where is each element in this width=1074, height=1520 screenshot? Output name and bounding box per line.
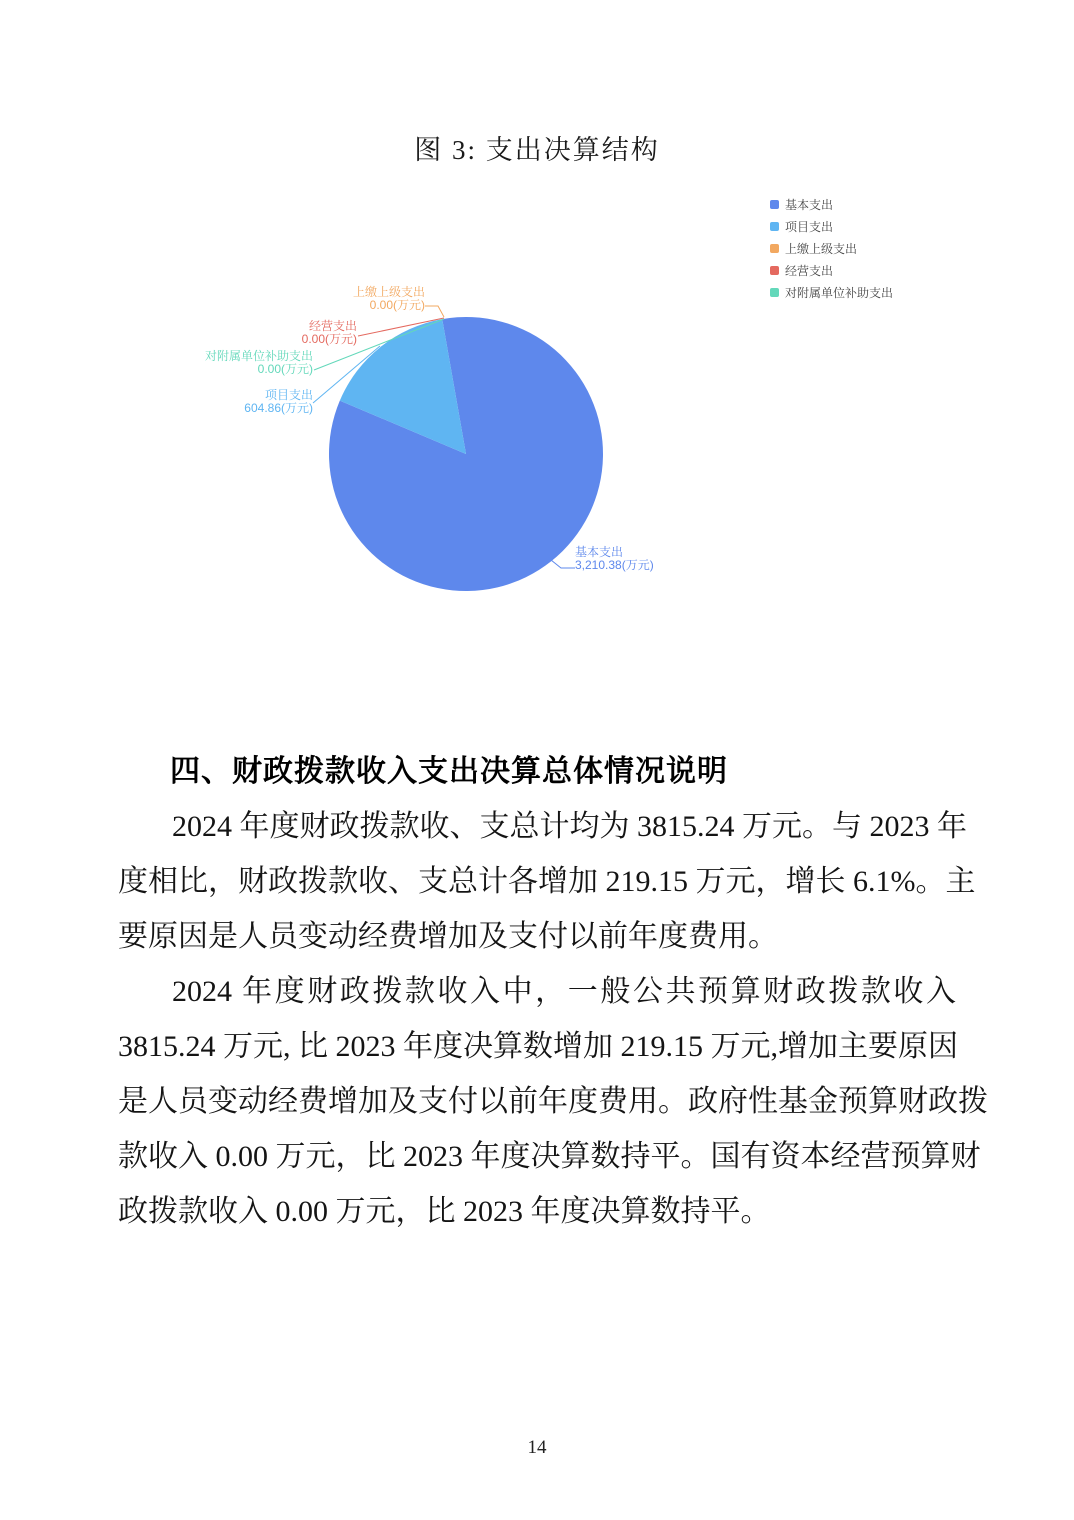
legend-label: 经营支出	[785, 263, 834, 278]
pie-label-value: 604.86(万元)	[244, 401, 313, 415]
paragraph-line: 2024 年度财政拨款收入中，一般公共预算财政拨款收入	[172, 975, 956, 1008]
legend-swatch-shangjiao	[770, 244, 779, 253]
legend-label: 对附属单位补助支出	[785, 285, 894, 300]
pie-chart-canvas	[0, 0, 1074, 700]
pie-label-name: 项目支出	[264, 388, 313, 402]
section-heading: 四、财政拨款收入支出决算总体情况说明	[170, 755, 728, 788]
paragraph-line: 3815.24 万元, 比 2023 年度决算数增加 219.15 万元,增加主要原因	[118, 1030, 958, 1063]
leader-line-jiben	[551, 560, 575, 568]
page-number: 14	[527, 1437, 547, 1458]
pie-label-xiangmu	[244, 389, 313, 415]
legend-swatch-jingying	[770, 266, 779, 275]
paragraph-line: 是人员变动经费增加及支付以前年度费用。政府性基金预算财政拨	[118, 1085, 988, 1118]
legend-item-duifushu	[770, 281, 893, 303]
pie-label-name: 经营支出	[308, 319, 357, 333]
pie-label-value: 0.00(万元)	[257, 362, 313, 376]
paragraph-line: 2024 年度财政拨款收、支总计均为 3815.24 万元。与 2023 年	[172, 810, 967, 843]
legend-label: 上缴上级支出	[785, 241, 858, 256]
pie-label-jiben	[575, 546, 654, 572]
leader-line-shangjiao	[425, 306, 444, 317]
pie-label-value: 3,210.38(万元)	[575, 558, 654, 572]
pie-slices	[329, 317, 603, 591]
pie-label-name: 基本支出	[575, 545, 624, 559]
legend-swatch-xiangmu	[770, 222, 779, 231]
pie-label-value: 0.00(万元)	[301, 332, 357, 346]
chart-legend	[770, 193, 893, 303]
legend-item-shangjiao	[770, 237, 893, 259]
paragraph-line: 政拨款收入 0.00 万元，比 2023 年度决算数持平。	[118, 1195, 771, 1228]
paragraph-line: 款收入 0.00 万元，比 2023 年度决算数持平。国有资本经营预算财	[118, 1140, 981, 1173]
legend-item-jiben	[770, 193, 893, 215]
pie-label-duifushu	[205, 350, 313, 376]
legend-item-jingying	[770, 259, 893, 281]
legend-item-xiangmu	[770, 215, 893, 237]
paragraph-line: 度相比，财政拨款收、支总计各增加 219.15 万元，增长 6.1%。主	[118, 865, 976, 898]
figure-title: 图 3: 支出决算结构	[414, 135, 660, 165]
pie-label-jingying	[302, 320, 357, 346]
pie-label-name: 上缴上级支出	[352, 285, 425, 299]
paragraph-line: 要原因是人员变动经费增加及支付以前年度费用。	[118, 920, 778, 953]
body-text	[118, 799, 988, 1239]
pie-label-name: 对附属单位补助支出	[204, 349, 313, 363]
legend-label: 项目支出	[785, 219, 834, 234]
legend-label: 基本支出	[785, 197, 834, 212]
pie-chart-figure	[0, 160, 1074, 660]
pie-label-value: 0.00(万元)	[369, 298, 425, 312]
legend-swatch-duifushu	[770, 288, 779, 297]
pie-label-shangjiao	[353, 286, 425, 312]
legend-swatch-jiben	[770, 200, 779, 209]
